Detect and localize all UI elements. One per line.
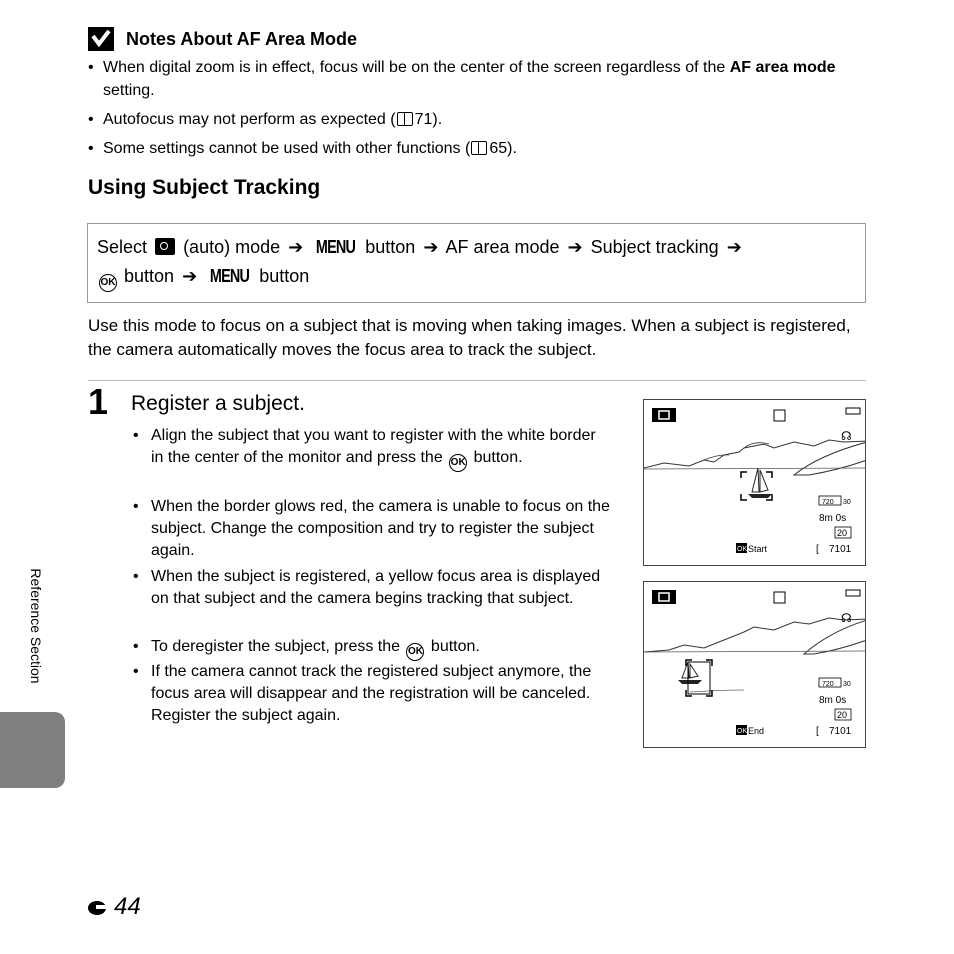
page-link[interactable]: 65 [489, 140, 508, 157]
check-icon [88, 27, 114, 51]
fps-text: 30 [843, 499, 851, 506]
reference-e-icon [88, 897, 112, 917]
arrow-right-icon: ➔ [423, 237, 439, 257]
book-icon [397, 112, 413, 126]
notes-header [88, 26, 357, 52]
vr-icon: ☊ [841, 429, 852, 443]
menu-path-line-1: Select (auto) mode ➔ MENU button ➔ AF area mode ➔ Subject tracking ➔ [97, 237, 742, 257]
landscape-illustration [644, 440, 866, 500]
bracket-icon: [ [816, 544, 819, 555]
intro-paragraph: Use this mode to focus on a subject that is moving when taking images. When a subject is registered, the camera automatically moves the focus area to track the subject. [88, 316, 851, 359]
divider [88, 380, 866, 381]
bracket-icon: [ [816, 726, 819, 737]
time-remaining: 8m 0s [819, 513, 847, 524]
arrow-right-icon: ➔ [182, 266, 198, 286]
side-tab-label: Reference Section [28, 568, 44, 684]
menu-icon: MENU [316, 237, 356, 257]
note-bullet-3: • Some settings cannot be used with other functions ( 65). [88, 140, 517, 157]
camera-mode-icon [652, 590, 676, 604]
note-bullet-1: • When digital zoom is in effect, focus will be on the center of the screen regardless of the AF area mode setting. [88, 59, 836, 99]
step-title: Register a subject. [131, 392, 305, 415]
step-bullet-2: • When the border glows red, the camera is unable to focus on the subject. Change the composition and try to register the subject again. [133, 498, 610, 559]
camera-screen-end [643, 581, 866, 748]
page-link[interactable]: 71 [414, 111, 433, 128]
resolution-text: 720 [822, 499, 834, 506]
ok-button-icon: OK [406, 643, 424, 661]
side-tab [0, 712, 65, 788]
battery-icon [846, 590, 860, 596]
camera-mode-icon [652, 408, 676, 422]
step-bullet-3: • When the subject is registered, a yellow focus area is displayed on that subject and the camera begins tracking that subject. [133, 568, 601, 607]
action-label: Start [748, 544, 768, 554]
arrow-right-icon: ➔ [567, 237, 583, 257]
menu-icon: MENU [210, 266, 250, 286]
exposure-count: 7101 [829, 544, 852, 555]
exposure-count: 7101 [829, 726, 852, 737]
step-bullet-4: • To deregister the subject, press the OK button. [151, 636, 611, 661]
edit-icon [774, 410, 785, 421]
arrow-right-icon: ➔ [726, 237, 742, 257]
book-icon [471, 141, 487, 155]
ok-button-icon: OK [449, 454, 467, 472]
note-bullet-2: • Autofocus may not perform as expected ( 71). [88, 111, 443, 128]
fps-text: 30 [843, 681, 851, 688]
battery-icon [846, 408, 860, 414]
edit-icon [774, 592, 785, 603]
vr-icon: ☊ [841, 611, 852, 625]
time-remaining: 8m 0s [819, 695, 847, 706]
menu-path-box [87, 223, 866, 303]
step-bullet-5: • If the camera cannot track the registered subject anymore, the focus area will disappear and the registration will be canceled. Register the subject again. [133, 663, 592, 724]
step-number: 1 [88, 381, 109, 422]
arrow-right-icon: ➔ [288, 237, 304, 257]
page-number: 44 [88, 893, 141, 921]
image-size: 20 [837, 528, 848, 538]
camera-screen-start [643, 399, 866, 566]
camera-icon [155, 238, 175, 255]
section-title: Using Subject Tracking [88, 176, 321, 199]
step-bullet-1: • Align the subject that you want to register with the white border in the center of the monitor and press the OK button. [151, 425, 611, 472]
ok-button-icon: OK [99, 274, 117, 292]
image-size: 20 [837, 710, 848, 720]
ok-label: OK [737, 728, 748, 735]
ok-label: OK [737, 546, 748, 553]
notes-title: Notes About AF Area Mode [126, 28, 358, 49]
menu-path-line-2: OK button ➔ MENU button [97, 266, 309, 292]
resolution-text: 720 [822, 681, 834, 688]
action-label: End [748, 726, 765, 736]
